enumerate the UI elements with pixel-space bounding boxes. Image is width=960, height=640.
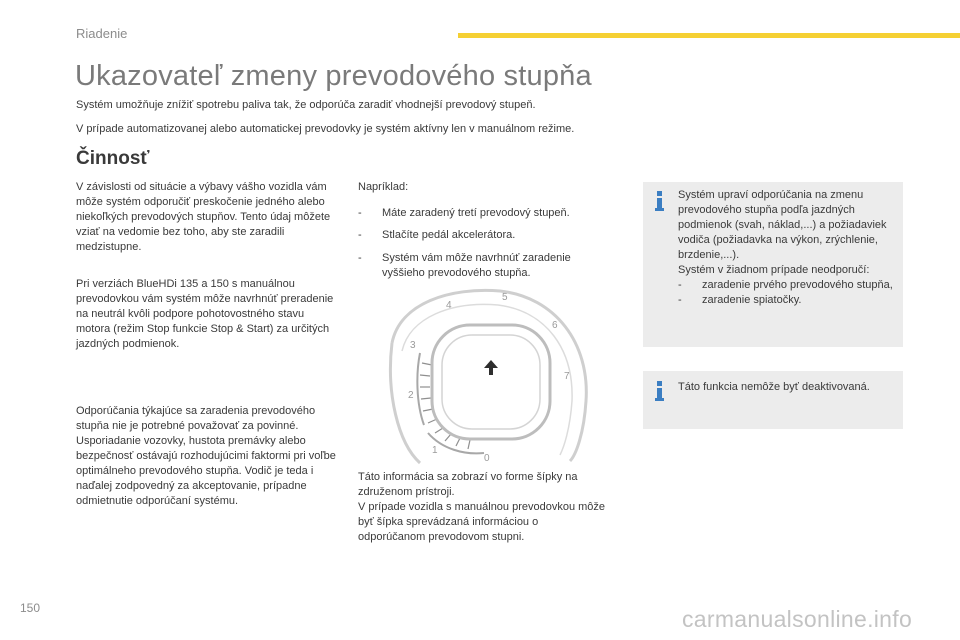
paragraph-line: Odporúčania týkajúce sa zaradenia prevodového stupňa nie je potrebné považovať za povinné.: [76, 405, 316, 432]
intro-line: V prípade automatizovanej alebo automatickej prevodovky je systém aktívny len v manuálnom režime.: [76, 123, 575, 135]
gauge-label: 3: [410, 340, 416, 351]
info-icon: [652, 380, 668, 402]
gauge-label: 5: [502, 292, 508, 303]
info-icon-base: [655, 398, 664, 401]
info-icon-dot: [657, 381, 662, 386]
gauge-label: 7: [564, 371, 570, 382]
info-icon-base: [655, 208, 664, 211]
info-text: Systém v žiadnom prípade neodporučí:: [678, 264, 870, 276]
list-item-text: Máte zaradený tretí prevodový stupeň.: [382, 207, 570, 219]
gauge-left-edge: [390, 343, 420, 463]
caption: [358, 470, 608, 545]
gauge-label: 2: [408, 390, 414, 401]
gauge-label: 4: [446, 300, 452, 311]
caption-line: Táto informácia sa zobrazí vo forme šípky na združenom prístroji.: [358, 471, 578, 498]
example-label: Napríklad:: [358, 181, 409, 193]
tick: [468, 440, 470, 449]
info-icon-dot: [657, 191, 662, 196]
tick: [420, 375, 430, 376]
bullet-dash: -: [358, 229, 362, 241]
gauge-label: 6: [552, 320, 558, 331]
paragraph: V závislosti od situácie a výbavy vášho vozidla vám môže systém odporučiť preskočenie jedného alebo niekoľkých prevodových stupňov. Tento údaj môžete vziať na vedomie bez toho, aby ste zaradili medzistupne.: [76, 181, 331, 253]
watermark: carmanualsonline.info: [682, 606, 913, 632]
paragraph: Pri verziách BlueHDi 135 a 150 s manuálnou prevodovkou vám systém môže navrhnúť preradenie na neutrál kvôli podpore pohotovostného stavu motora (režim Stop funkcie Stop & Start) za určitých jazdných podmienok.: [76, 278, 334, 350]
info-list-text: zaradenie prvého prevodového stupňa,: [702, 279, 893, 291]
list-item: [358, 206, 608, 221]
caption-line: V prípade vozidla s manuálnou prevodovkou môže byť šípka sprevádzaná informáciou o odporúčanom prevodovom stupni.: [358, 501, 606, 543]
bullet-dash: -: [358, 207, 362, 219]
section-label: Riadenie: [76, 26, 128, 41]
info-text: Systém upraví odporúčania na zmenu prevodového stupňa podľa jazdných podmienok (svah, náklad,...) a požiadaviek vodiča (požiadavka na výkon, zrýchlenie, brzdenie,...).: [678, 189, 887, 261]
bullet-dash: -: [358, 252, 362, 264]
info-icon: [652, 190, 668, 212]
info-box: [643, 371, 903, 429]
paragraph: [76, 404, 338, 509]
info-list-item: [678, 278, 893, 293]
gear-indicator-gauge-illustration: [380, 283, 598, 465]
info-list-text: zaradenie spiatočky.: [702, 294, 802, 306]
list-item-text: Stlačíte pedál akcelerátora.: [382, 229, 516, 241]
info-box: [643, 182, 903, 347]
bullet-dash: -: [678, 279, 682, 291]
section-heading: Činnosť: [76, 148, 150, 169]
tick: [456, 438, 460, 446]
page-number: 150: [20, 601, 41, 615]
bullet-dash: -: [678, 294, 682, 306]
gauge-label: 1: [432, 445, 438, 456]
gauge-label: 0: [484, 453, 490, 464]
paragraph-line: Usporiadanie vozovky, hustota premávky alebo bezpečnosť ostávajú rozhodujúcimi faktormi pri voľbe optimálneho prevodového stupňa. Vodič je teda i naďalej zodpovedný za akceptovanie, prípadne odmietnutie odporúčaní systému.: [76, 435, 336, 507]
list-item: [358, 251, 608, 281]
list-item-text: Systém vám môže navrhnúť zaradenie vyššieho prevodového stupňa.: [382, 252, 571, 279]
info-text: Táto funkcia nemôže byť deaktivovaná.: [678, 381, 870, 393]
gauge-display-inner: [442, 335, 540, 429]
page-title: Ukazovateľ zmeny prevodového stupňa: [75, 60, 592, 92]
tick: [435, 428, 443, 433]
info-list-item: [678, 293, 893, 308]
intro-line: Systém umožňuje znížiť spotrebu paliva tak, že odporúča zaradiť vhodnejší prevodový stupeň.: [76, 99, 536, 111]
accent-bar: [458, 33, 960, 38]
list-item: [358, 228, 608, 243]
tick: [421, 398, 431, 399]
